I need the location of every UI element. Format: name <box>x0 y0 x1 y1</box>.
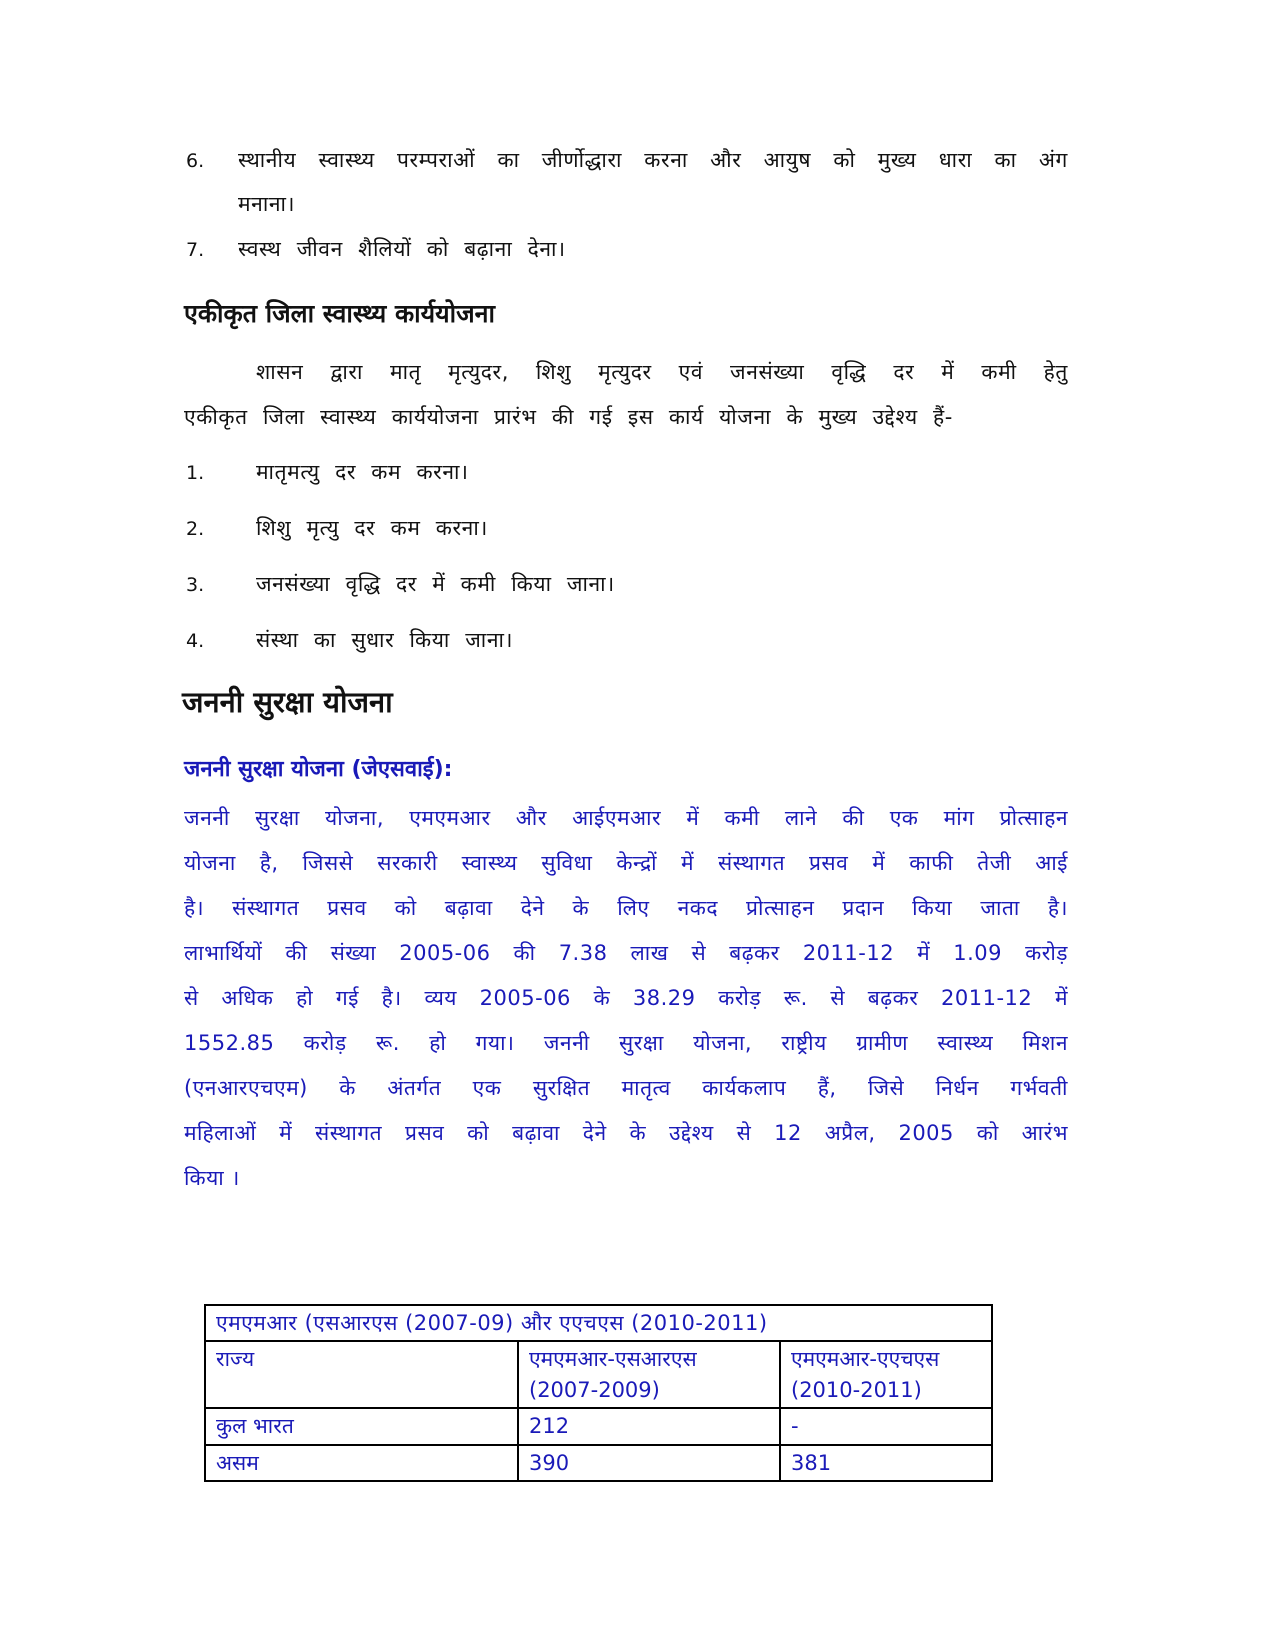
paragraph-line: है। संस्थागत प्रसव को बढ़ावा देने के लिए नकद प्रोत्साहन प्रदान किया जाता है। <box>184 896 1068 920</box>
paragraph-line: (एनआरएचएम) के अंतर्गत एक सुरक्षित मातृत्व कार्यकलाप हैं, जिसे निर्धन गर्भवती <box>184 1076 1068 1100</box>
list-number: 6. <box>186 150 205 172</box>
list-number: 1. <box>186 462 205 484</box>
paragraph-line: 1552.85 करोड़ रू. हो गया। जननी सुरक्षा योजना, राष्ट्रीय ग्रामीण स्वास्थ्य मिशन <box>184 1031 1068 1055</box>
list-number: 2. <box>186 518 205 540</box>
paragraph-line: शासन द्वारा मातृ मृत्युदर, शिशु मृत्युदर एवं जनसंख्या वृद्धि दर में कमी हेतु <box>256 360 1068 384</box>
table-title: एमएमआर (एसआरएस (2007-09) और एएचएस (2010-2011) <box>205 1305 992 1341</box>
list-text: जनसंख्या वृद्धि दर में कमी किया जाना। <box>256 572 615 596</box>
table-cell: असम <box>205 1445 518 1481</box>
paragraph-line: किया । <box>184 1166 240 1190</box>
table-cell: 381 <box>780 1445 992 1481</box>
list-text: स्थानीय स्वास्थ्य परम्पराओं का जीर्णोद्धारा करना और आयुष को मुख्य धारा का अंग <box>238 148 1068 172</box>
section-heading: जननी सुरक्षा योजना <box>182 685 393 719</box>
section-subheading: जननी सुरक्षा योजना (जेएसवाई): <box>184 757 453 782</box>
column-header: एमएमआर-एएचएस (2010-2011) <box>780 1341 992 1408</box>
table-header-row <box>205 1341 992 1408</box>
paragraph-line: महिलाओं में संस्थागत प्रसव को बढ़ावा देने के उद्देश्य से 12 अप्रैल, 2005 को आरंभ <box>184 1121 1068 1145</box>
table-cell: - <box>780 1408 992 1444</box>
table-cell: 212 <box>518 1408 780 1444</box>
table-title-row <box>205 1305 992 1341</box>
list-number: 7. <box>186 239 205 261</box>
table-cell: कुल भारत <box>205 1408 518 1444</box>
list-number: 3. <box>186 574 205 596</box>
paragraph-line: योजना है, जिससे सरकारी स्वास्थ्य सुविधा केन्द्रों में संस्थागत प्रसव में काफी तेजी आई <box>184 851 1068 875</box>
paragraph-line: जननी सुरक्षा योजना, एमएमआर और आईएमआर में कमी लाने की एक मांग प्रोत्साहन <box>184 806 1068 830</box>
table-row <box>205 1445 992 1481</box>
list-text: स्वस्थ जीवन शैलियों को बढ़ाना देना। <box>238 237 566 261</box>
list-text: मातृमत्यु दर कम करना। <box>256 460 469 484</box>
paragraph-line: से अधिक हो गई है। व्यय 2005-06 के 38.29 करोड़ रू. से बढ़कर 2011-12 में <box>184 986 1068 1010</box>
table-cell: 390 <box>518 1445 780 1481</box>
paragraph-line: एकीकृत जिला स्वास्थ्य कार्ययोजना प्रारंभ की गई इस कार्य योजना के मुख्य उद्देश्य हैं- <box>184 405 953 429</box>
table-row <box>205 1408 992 1444</box>
list-number: 4. <box>186 630 205 652</box>
list-text: शिशु मृत्यु दर कम करना। <box>256 516 488 540</box>
mmr-table <box>204 1304 993 1482</box>
column-header: एमएमआर-एसआरएस (2007-2009) <box>518 1341 780 1408</box>
list-text: संस्था का सुधार किया जाना। <box>256 628 514 652</box>
section-heading: एकीकृत जिला स्वास्थ्य कार्ययोजना <box>184 299 496 328</box>
list-text-continued: मनाना। <box>238 192 296 216</box>
paragraph-line: लाभार्थियों की संख्या 2005-06 की 7.38 लाख से बढ़कर 2011-12 में 1.09 करोड़ <box>184 941 1068 965</box>
column-header: राज्य <box>205 1341 518 1408</box>
